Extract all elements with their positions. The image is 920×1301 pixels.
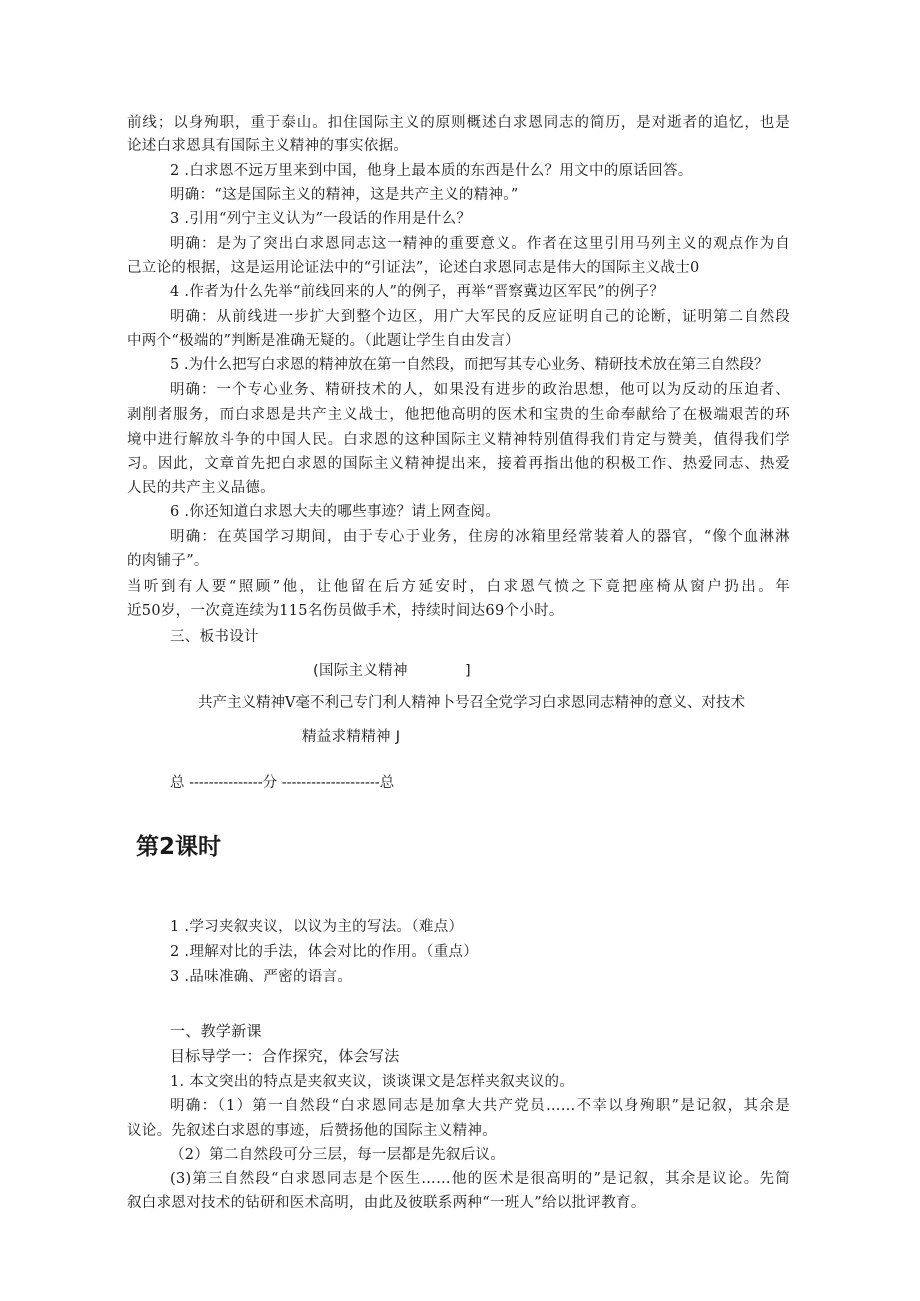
board-middle-b: 不利己专门利人精神 <box>309 695 441 711</box>
goal-item: 2 .理解对比的手法，体会对比的作用。（重点） <box>170 944 479 960</box>
paragraph-line: 论述白求恩具有国际主义精神的事实依据。 <box>127 138 409 154</box>
answer-3-line: 明确：是为了突出白求恩同志这一精神的重要意义。作者在这里引用马列主义的观点作为自 <box>170 236 790 252</box>
board-top-line: (国际主义精神 <box>313 663 408 679</box>
lesson2-answer-line: 明确：（1）第一自然段“白求恩同志是加拿大共产党员……不幸以身殉职”是记叙，其余是 <box>170 1098 790 1114</box>
answer-3-line: 己立论的根据，这是运用论证法中的“引证法”，论述白求恩同志是伟大的国际主义战士0 <box>127 260 700 276</box>
board-middle-line <box>198 693 745 713</box>
lesson2-answer-line: （2）第二自然段可分三层，每一层都是先叙后议。 <box>170 1147 506 1163</box>
question-5: 5 .为什么把写白求恩的精神放在第一自然段，而把写其专心业务、精研技术放在第三自然段？ <box>170 357 769 373</box>
board-design-heading: 三、板书设计 <box>170 629 259 645</box>
board-middle-d: 对技术 <box>701 695 745 711</box>
answer-6-line: 当听到有人要“照顾”他，让他留在后方延安时，白求恩气愤之下竟把座椅从窗户扔出。年 <box>127 579 790 595</box>
lesson2-question-1: 1. 本文突出的特点是夹叙夹议，谈谈课文是怎样夹叙夹议的。 <box>170 1074 575 1090</box>
answer-5-line: 剥削者服务，而白求恩是共产主义战士，他把他高明的医术和宝贵的生命奉献给了在极端艰苦的环 <box>127 407 790 423</box>
section-heading: 一、教学新课 <box>170 1022 262 1040</box>
board-summary-line: 总 ---------------分 --------------------总 <box>170 775 395 791</box>
answer-6-line: 的肉铺子”。 <box>127 553 209 569</box>
paragraph-line: 前线；以身殉职，重于泰山。扣住国际主义的原则概述白求恩同志的简历，是对逝者的追忆，也是 <box>127 115 790 131</box>
answer-5-line: 境中进行解放斗争的中国人民。白求恩的这种国际主义精神特别值得我们肯定与赞美，值得我们学 <box>127 432 790 448</box>
goal-item: 1 .学习夹叙夹议，以议为主的写法。（难点） <box>170 919 464 935</box>
answer-4-line: 中两个“极端的”判断是准确无疑的。（此题让学生自由发言） <box>127 333 520 349</box>
lesson2-answer-line: (3)第三自然段“白求恩同志是个医生……他的医术是很高明的”是记叙，其余是议论。先简 <box>170 1171 790 1187</box>
answer-2: 明确：“这是国际主义的精神，这是共产主义的精神。” <box>170 187 519 203</box>
answer-5-line: 明确：一个专心业务、精研技术的人，如果没有进步的政治思想，他可以为反动的压迫者、 <box>170 382 790 398</box>
goal-item: 3 .品味准确、严密的语言。 <box>170 969 353 985</box>
lesson-title: 第2课时 <box>136 834 222 860</box>
board-middle-a: 共产主义精神V毫 <box>198 695 310 711</box>
question-6: 6 .你还知道白求恩大夫的哪些事迹？请上网查阅。 <box>170 504 501 520</box>
answer-6-line: 明确：在英国学习期间，由于专心于业务，住房的冰箱里经常装着人的器官，“像个血淋淋 <box>170 529 790 545</box>
answer-4-line: 明确：从前线进一步扩大到整个边区，用广大军民的反应证明自己的论断，证明第二自然段 <box>170 309 790 325</box>
answer-6-line: 近50岁，一次竟连续为115名伤员做手术，持续时间达69个小时。 <box>127 603 564 619</box>
board-middle-c: 卜号召全党学习白求恩同志精神的意义、 <box>440 695 702 711</box>
board-bottom-line: 精益求精精神 J <box>302 729 401 745</box>
board-top-bracket: ] <box>465 663 471 679</box>
question-2: 2 .白求恩不远万里来到中国，他身上最本质的东西是什么？用文中的原话回答。 <box>170 163 693 179</box>
target-heading: 目标导学一：合作探究，体会写法 <box>170 1047 400 1065</box>
answer-5-line: 人民的共产主义品德。 <box>127 480 275 496</box>
answer-5-line: 习。因此，文章首先把白求恩的国际主义精神提出来，接着再指出他的积极工作、热爱同志、热爱 <box>127 456 790 472</box>
lesson2-answer-line: 议论。先叙述白求恩的事迹，后赞扬他的国际主义精神。 <box>127 1123 497 1139</box>
question-3: 3 .引用“列宁主义认为”一段话的作用是什么？ <box>170 211 472 227</box>
question-4: 4 .作者为什么先举“前线回来的人”的例子，再举“晋察冀边区军民”的例子？ <box>170 284 665 300</box>
lesson2-answer-line: 叙白求恩对技术的钻研和医术高明，由此及彼联系两种“一班人”给以批评教育。 <box>127 1195 646 1211</box>
